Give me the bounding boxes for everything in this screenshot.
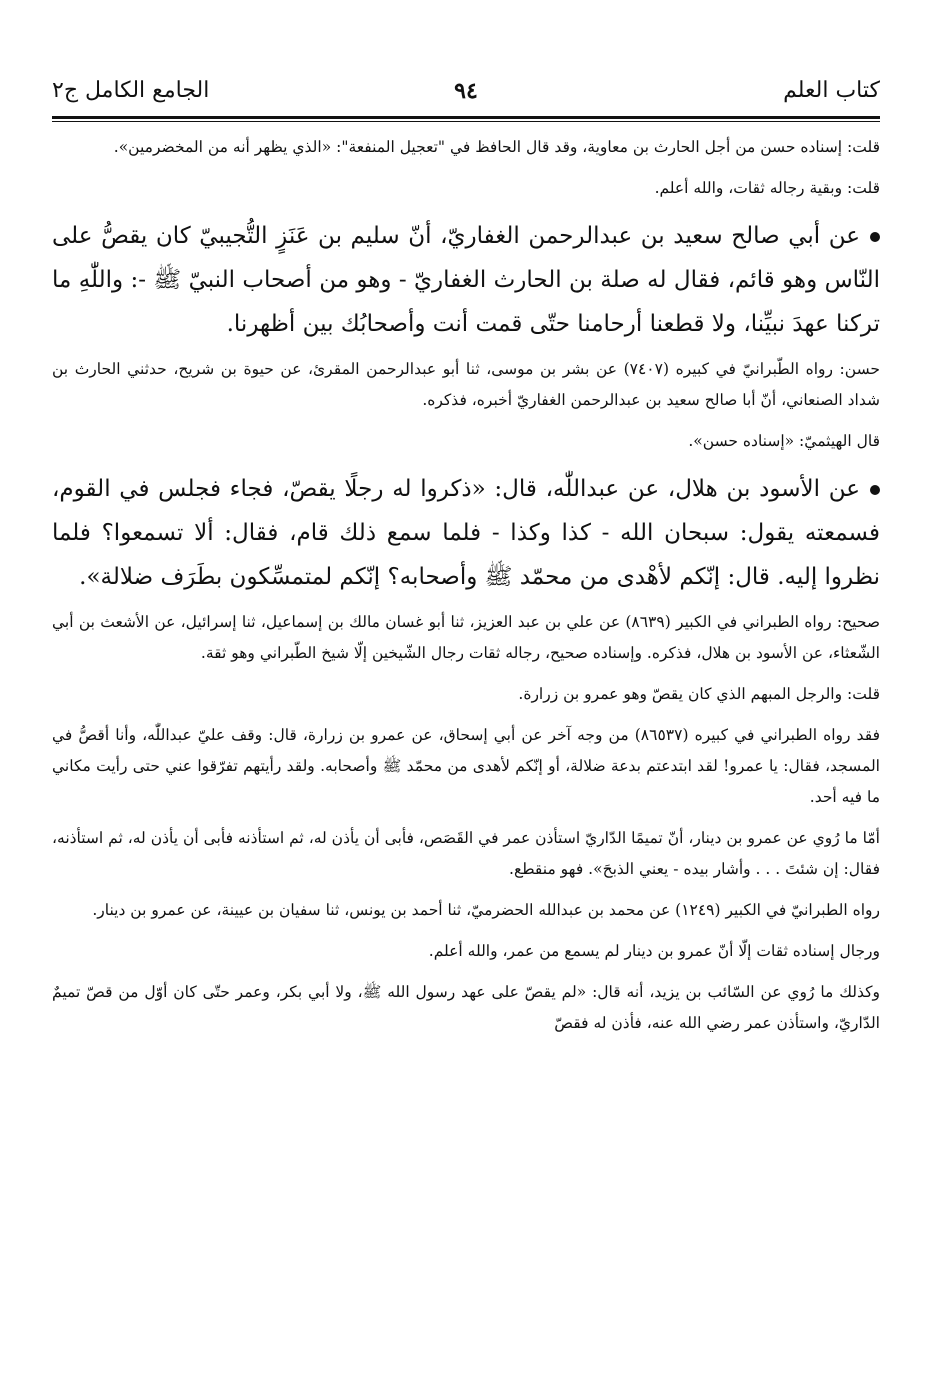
header-rule <box>52 116 880 122</box>
bullet-icon <box>870 232 880 242</box>
paragraph: قلت: وبقية رجاله ثقات، والله أعلم. <box>654 179 880 197</box>
book-title: كتاب العلم <box>783 78 880 103</box>
paragraph: رواه الطبرانيّ في الكبير (١٢٤٩) عن محمد بن عبدالله الحضرميّ، ثنا أحمد بن يونس، ثنا سفيان بن عيينة، عن عمرو بن دينار. <box>92 901 880 919</box>
paragraph: قال الهيثميّ: «إسناده حسن». <box>688 432 880 450</box>
paragraph: فقد رواه الطبراني في كبيره (٨٦٥٣٧) من وجه آخر عن أبي إسحاق، عن عمرو بن زرارة، قال: وقف عليّ عبداللّٰه، وأنا أقصُّ في المسجد، فقال: يا عمرو! لقد ابتدعتم بدعة ضلالة، أو إنّكم لأهدى من محمّد ﷺ وأصحابه. ولقد رأيتهم تفرّقوا عني حتى رأيت مكاني ما فيه أحد. <box>52 726 881 806</box>
paragraph: أمّا ما رُوي عن عمرو بن دينار، أنّ تميمًا الدّاريّ استأذن عمر في القَصَص، فأبى أن يأذن له، ثم استأذنه فأبى أن يأذن له، ثم استأذنه، فقال: إن شئتَ . . . وأشار بيده - يعني الذبحَ». فهو منقطع. <box>52 829 880 878</box>
paragraph: قلت: إسناده حسن من أجل الحارث بن معاوية، وقد قال الحافظ في "تعجيل المنفعة": «الذي يظهر أنه من المخضرمين». <box>113 138 880 156</box>
paragraph: ورجال إسناده ثقات إلّا أنّ عمرو بن دينار لم يسمع من عمر، والله أعلم. <box>428 942 880 960</box>
collection-title: الجامع الكامل ج٢ <box>52 78 210 103</box>
paragraph: صحيح: رواه الطبراني في الكبير (٨٦٣٩) عن علي بن عبد العزيز، ثنا أبو غسان مالك بن إسماعيل، ثنا إسرائيل، عن الأشعث بن أبي الشّعثاء، عن الأسود بن هلال، فذكره. وإسناده صحيح، رجاله ثقات رجال الشّيخين إلّا شيخ الطّبراني وهو ثقة. <box>52 613 880 662</box>
paragraph: حسن: رواه الطّبرانيّ في كبيره (٧٤٠٧) عن بشر بن موسى، ثنا أبو عبدالرحمن المقرئ، عن حيوة بن شريح، حدثني الحارث بن شداد الصنعاني، أنّ أبا صالح سعيد بن عبدالرحمن الغفاريّ أخبره، فذكره. <box>52 360 880 409</box>
paragraph: قلت: والرجل المبهم الذي كان يقصّ وهو عمرو بن زرارة. <box>518 685 880 703</box>
document-page <box>52 78 880 1358</box>
bullet-icon <box>870 485 880 495</box>
paragraph: وكذلك ما رُوي عن السّائب بن يزيد، أنه قال: «لم يقصّ على عهد رسول الله ﷺ، ولا أبي بكر، وعمر حتّى كان أوّل من قصّ تميمٌ الدّاريّ، واستأذن عمر رضي الله عنه، فأذن له فقصّ <box>52 983 880 1032</box>
hadith-paragraph <box>52 214 880 346</box>
page-header <box>52 78 880 114</box>
hadith-text: عن أبي صالح سعيد بن عبدالرحمن الغفاريّ، أنّ سليم بن عَنَزٍ التُّجيبيّ كان يقصُّ على النّاس وهو قائم، فقال له صلة بن الحارث الغفاريّ - وهو من أصحاب النبيّ ﷺ -: واللّٰهِ ما تركنا عهدَ نبيِّنا، ولا قطعنا أرحامنا حتّى قمت أنت وأصحابُك بين أظهرنا. <box>52 223 880 337</box>
hadith-paragraph <box>52 467 880 599</box>
page-number: ٩٤ <box>454 78 478 104</box>
hadith-text: عن الأسود بن هلال، عن عبداللّٰه، قال: «ذكروا له رجلًا يقصّ، فجاء فجلس في القوم، فسمعته يقول: سبحان الله - كذا وكذا - فلما سمع ذلك قام، فقال: ألا تسمعوا؟ فلما نظروا إليه. قال: إنّكم لأهْدى من محمّد ﷺ وأصحابه؟ إنّكم لمتمسِّكون بطَرَف ضلالة». <box>52 476 880 590</box>
